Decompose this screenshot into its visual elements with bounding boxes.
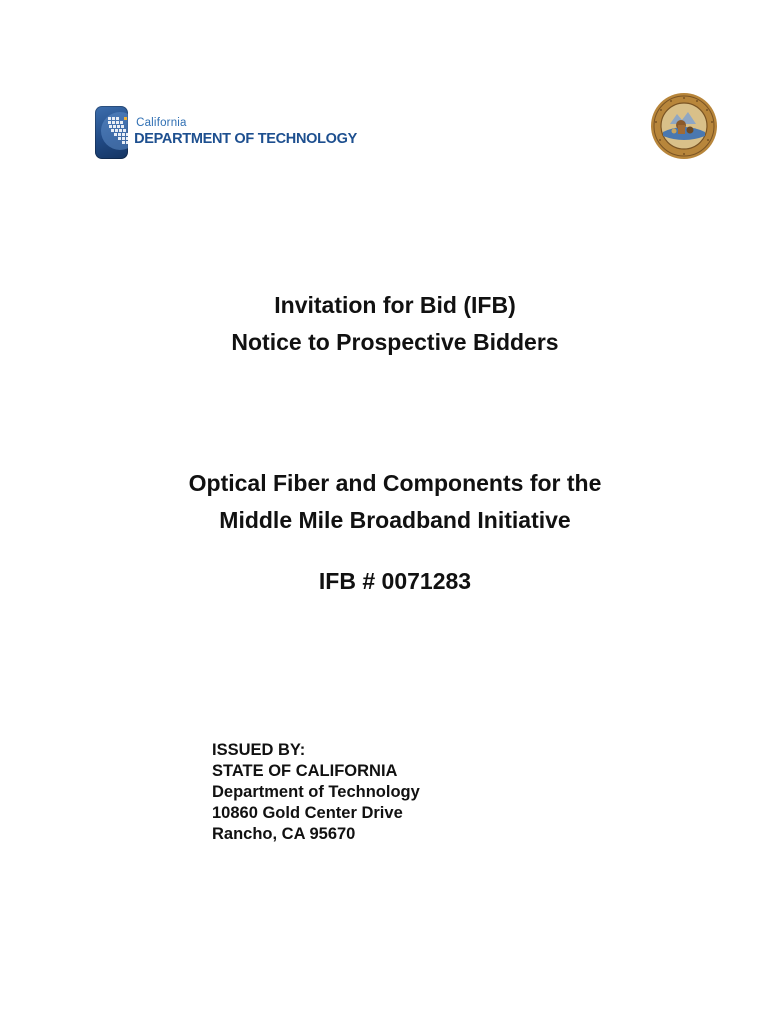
subject-line-2: Middle Mile Broadband Initiative	[219, 507, 571, 533]
logo-wordmark	[134, 118, 357, 146]
issuer-department: Department of Technology	[212, 783, 420, 801]
logo-department-text: DEPARTMENT OF TECHNOLOGY	[134, 130, 357, 147]
subject-line-1: Optical Fiber and Components for the	[188, 470, 602, 496]
issued-by-label: ISSUED BY:	[212, 741, 306, 759]
title-line-2: Notice to Prospective Bidders	[231, 329, 559, 355]
california-seal-icon	[650, 92, 718, 160]
logo-california-text: California	[136, 117, 187, 129]
california-map-icon	[95, 106, 128, 159]
issuer-street-address: 10860 Gold Center Drive	[212, 804, 403, 822]
document-subject	[0, 465, 770, 539]
ifb-number-block	[0, 563, 770, 600]
issued-by-block	[212, 740, 420, 845]
document-title	[0, 287, 770, 361]
issuer-city-state-zip: Rancho, CA 95670	[212, 825, 356, 843]
ifb-number: IFB # 0071283	[318, 568, 472, 594]
issuer-state: STATE OF CALIFORNIA	[212, 762, 398, 780]
department-of-technology-logo	[95, 104, 357, 160]
title-line-1: Invitation for Bid (IFB)	[274, 292, 516, 318]
